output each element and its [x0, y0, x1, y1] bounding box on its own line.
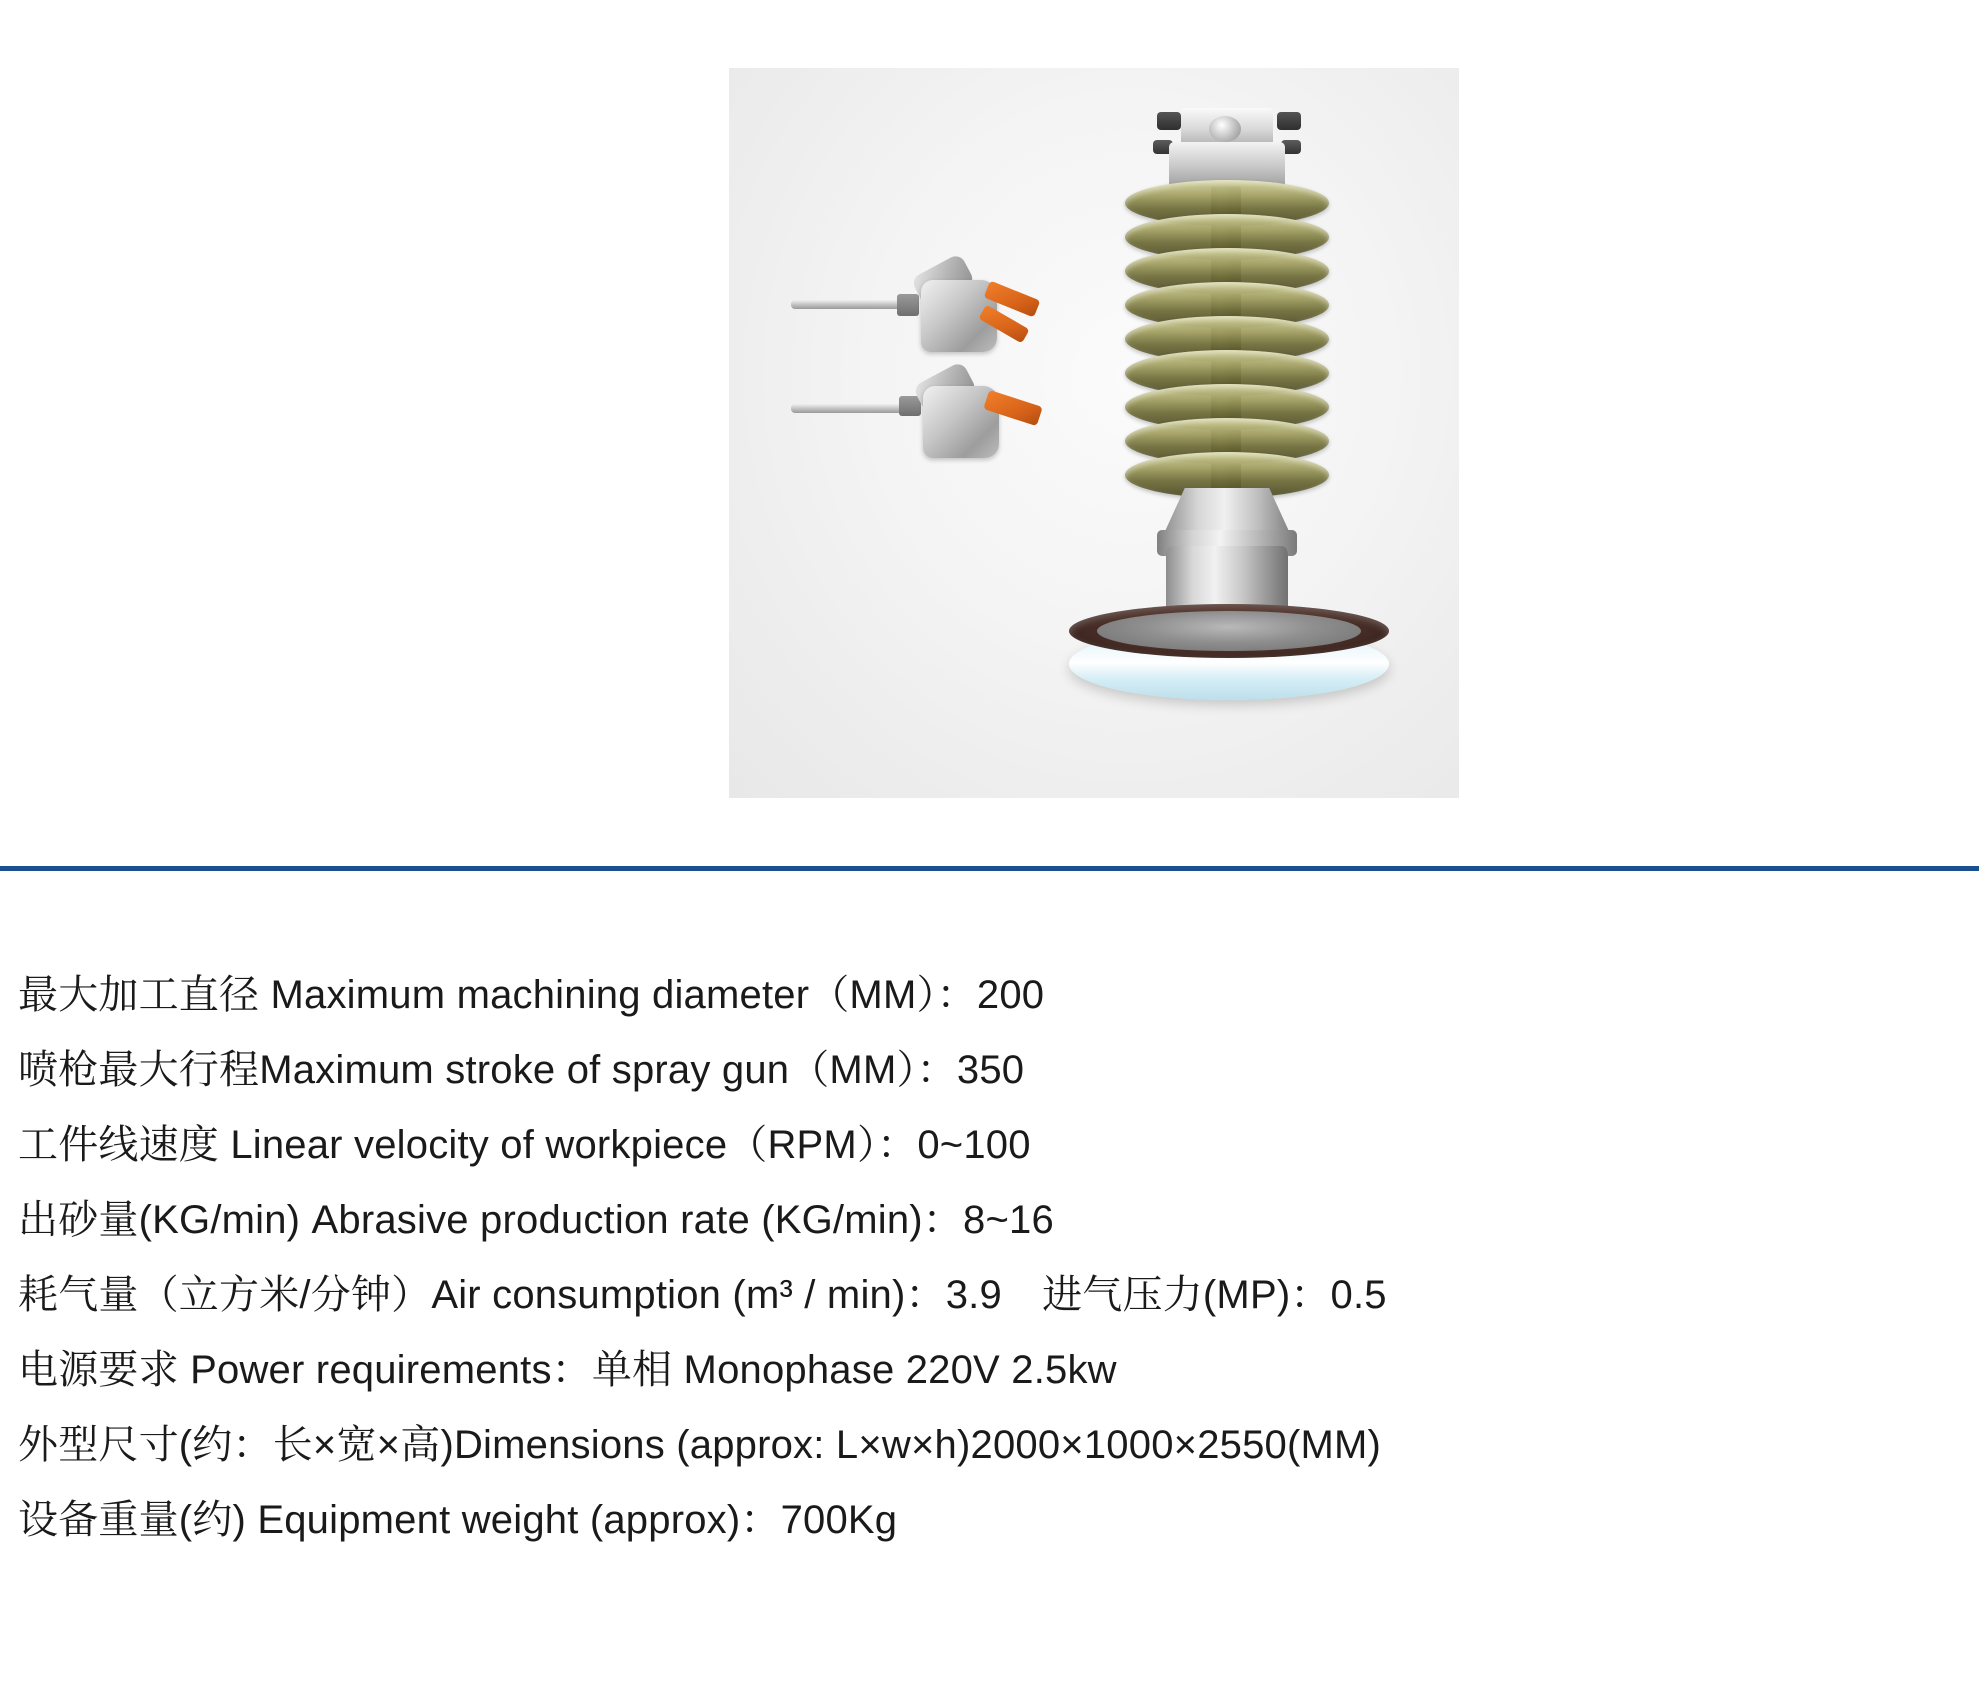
specification-list — [18, 975, 1958, 1540]
turntable-base-ring — [1097, 611, 1361, 651]
spec-line-equipment-weight: 设备重量(约) Equipment weight (approx)：700Kg — [18, 1498, 898, 1542]
spec-line-max-machining-diameter: 最大加工直径 Maximum machining diameter（MM）：200 — [18, 973, 1045, 1017]
screw-flight-stack — [1125, 180, 1329, 498]
spec-line-max-spray-gun-stroke: 喷枪最大行程Maximum stroke of spray gun（MM）：350 — [18, 1048, 1025, 1092]
spec-line-abrasive-production-rate: 出砂量(KG/min) Abrasive production rate (KG/min)：8~16 — [18, 1198, 1054, 1242]
spec-line-power-requirements: 电源要求 Power requirements：单相 Monophase 220V 2.5kw — [18, 1348, 1117, 1392]
spec-line-workpiece-linear-velocity: 工件线速度 Linear velocity of workpiece（RPM）：0~100 — [18, 1123, 1031, 1167]
top-bolt-left — [1157, 112, 1181, 130]
spindle-top-knob — [1209, 116, 1241, 142]
spray-gun-lower-rod — [791, 404, 903, 413]
section-divider — [0, 866, 1979, 871]
product-photo — [729, 68, 1459, 798]
product-image-panel — [729, 68, 1459, 798]
spec-line-dimensions: 外型尺寸(约：长×宽×高)Dimensions (approx: L×w×h)2000×1000×2550(MM) — [18, 1423, 1382, 1467]
spray-gun-upper-rod — [791, 300, 901, 309]
top-bolt-right — [1277, 112, 1301, 130]
spray-gun-upper-collar — [897, 294, 919, 316]
spec-line-air-consumption-and-inlet-pressure: 耗气量（立方米/分钟）Air consumption (m³ / min)：3.9 进气压力(MP)：0.5 — [18, 1273, 1387, 1317]
